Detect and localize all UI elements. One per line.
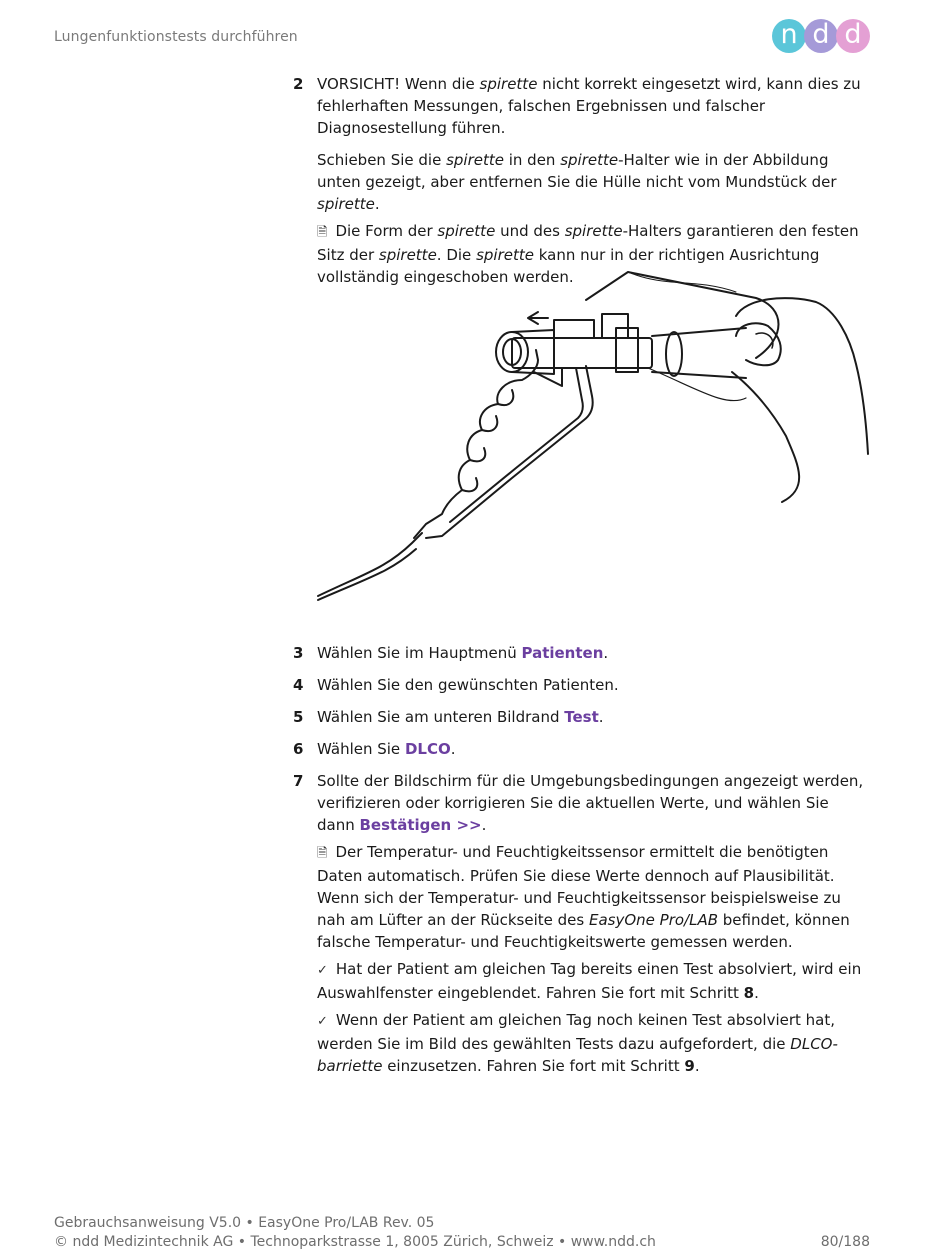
step-4: 4 Wählen Sie den gewünschten Patienten. — [293, 676, 619, 694]
arrow — [528, 312, 548, 324]
step-3: 3 Wählen Sie im Hauptmenü Patienten. — [293, 644, 609, 662]
confirm-button-label: Bestätigen >> — [359, 816, 482, 834]
caution-text: VORSICHT! Wenn die spirette nicht korrekt eingesetzt wird, kann dies zu fehlerhaften Messungen, falschen Ergebnissen und falscher Diagnosestellung führen. — [317, 75, 861, 137]
page-number: 80/188 — [820, 1234, 870, 1250]
handle — [414, 350, 538, 538]
body — [512, 338, 652, 368]
ndd-logo — [772, 19, 870, 53]
note-paragraph: 🗎 Die Form der spirette und des spirette-Halters garantieren den festen Sitz der spirette. Die spirette kann nur in der richtigen Ausrichtung vollständig eingeschoben werden. — [317, 222, 859, 286]
logo-letter-n: n — [772, 19, 806, 53]
page-header-title: Lungenfunktionstests durchführen — [54, 29, 298, 45]
step-number: 3 — [293, 644, 304, 662]
cable — [318, 549, 416, 600]
step-number: 5 — [293, 708, 304, 726]
step-number: 4 — [293, 676, 304, 694]
step-number: 6 — [293, 740, 304, 758]
cable — [318, 533, 422, 596]
handle — [426, 366, 593, 538]
support — [534, 368, 562, 386]
step-7: 7 Sollte der Bildschirm für die Umgebungsbedingungen angezeigt werden, verifizieren oder korrigieren Sie die aktuellen Werte, und wählen Sie dann Bestätigen >>. 🗎 Der Temperatur- und Feuchtigkeitssensor ermittelt die benötigten Daten automatisch. Prüfen Sie diese Werte dennoch auf Plausibilität. Wenn sich der Temperatur- und Feuchtigkeitssensor beispielsweise zu nah am Lüfter an der Rückseite des EasyOne Pro/LAB befindet, können falsche Temperatur- und Feuchtigkeitswerte gemessen werden. ✓ Hat der Patient am gleichen Tag bereits einen Test absolviert, wird ein Auswahlfenster eingeblendet. Fahren Sie fort mit Schritt 8. ✓ Wenn der Patient am gleichen Tag noch keinen Test absolviert hat, werden Sie im Bild des gewählten Tests dazu aufgefordert, die DLCO-barriette einzusetzen. Fahren Sie fort mit Schritt 9. — [291, 770, 871, 1077]
note-icon: 🗎 — [317, 225, 328, 240]
hand — [732, 372, 799, 502]
note-icon: 🗎 — [317, 846, 328, 861]
checkmark-icon: ✓ — [317, 963, 328, 978]
dlco-button-label: DLCO — [404, 740, 451, 758]
step-5: 5 Wählen Sie am unteren Bildrand Test. — [293, 708, 604, 726]
test-button-label: Test — [564, 708, 599, 726]
step-number: 7 — [293, 772, 304, 790]
page-footer — [54, 1214, 870, 1252]
menu-patients-link: Patienten — [521, 644, 604, 662]
step-6: 6 Wählen Sie DLCO. — [293, 740, 456, 758]
step-number: 2 — [293, 75, 304, 93]
note-paragraph: 🗎 Der Temperatur- und Feuchtigkeitssensor ermittelt die benötigten Daten automatisch. Prüfen Sie diese Werte dennoch auf Plausibilität. Wenn sich der Temperatur- und Feuchtigkeitssensor beispielsweise zu nah am Lüfter an der Rückseite des EasyOne Pro/LAB befindet, können falsche Temperatur- und Feuchtigkeitswerte gemessen werden. — [317, 843, 850, 951]
footer-line1: Gebrauchsanweisung V5.0 • EasyOne Pro/LAB Rev. 05 — [54, 1215, 435, 1231]
hand — [736, 298, 868, 454]
instruction-paragraph: Schieben Sie die spirette in den spirette-Halter wie in der Abbildung unten gezeigt, aber entfernen Sie die Hülle nicht vom Mundstück der spirette. — [317, 151, 837, 213]
checkmark-icon: ✓ — [317, 1014, 328, 1029]
logo-letter-d: d — [804, 19, 838, 53]
handle-inner — [450, 368, 583, 522]
footer-line2: © ndd Medizintechnik AG • Technoparkstrasse 1, 8005 Zürich, Schweiz • www.ndd.ch — [54, 1234, 656, 1250]
spirette-holder-illustration — [316, 268, 870, 604]
result-item: ✓ Wenn der Patient am gleichen Tag noch keinen Test absolviert hat, werden Sie im Bild des gewählten Tests dazu aufgefordert, die DLCO-barriette einzusetzen. Fahren Sie fort mit Schritt 9. — [317, 1011, 838, 1075]
logo-letter-d: d — [836, 19, 870, 53]
ring — [666, 332, 682, 376]
hand-thumb — [736, 323, 781, 365]
result-item: ✓ Hat der Patient am gleichen Tag bereits einen Test absolviert, wird ein Auswahlfenster eingeblendet. Fahren Sie fort mit Schritt 8. — [317, 960, 862, 1002]
step-2 — [291, 73, 871, 288]
top-block — [554, 320, 594, 338]
